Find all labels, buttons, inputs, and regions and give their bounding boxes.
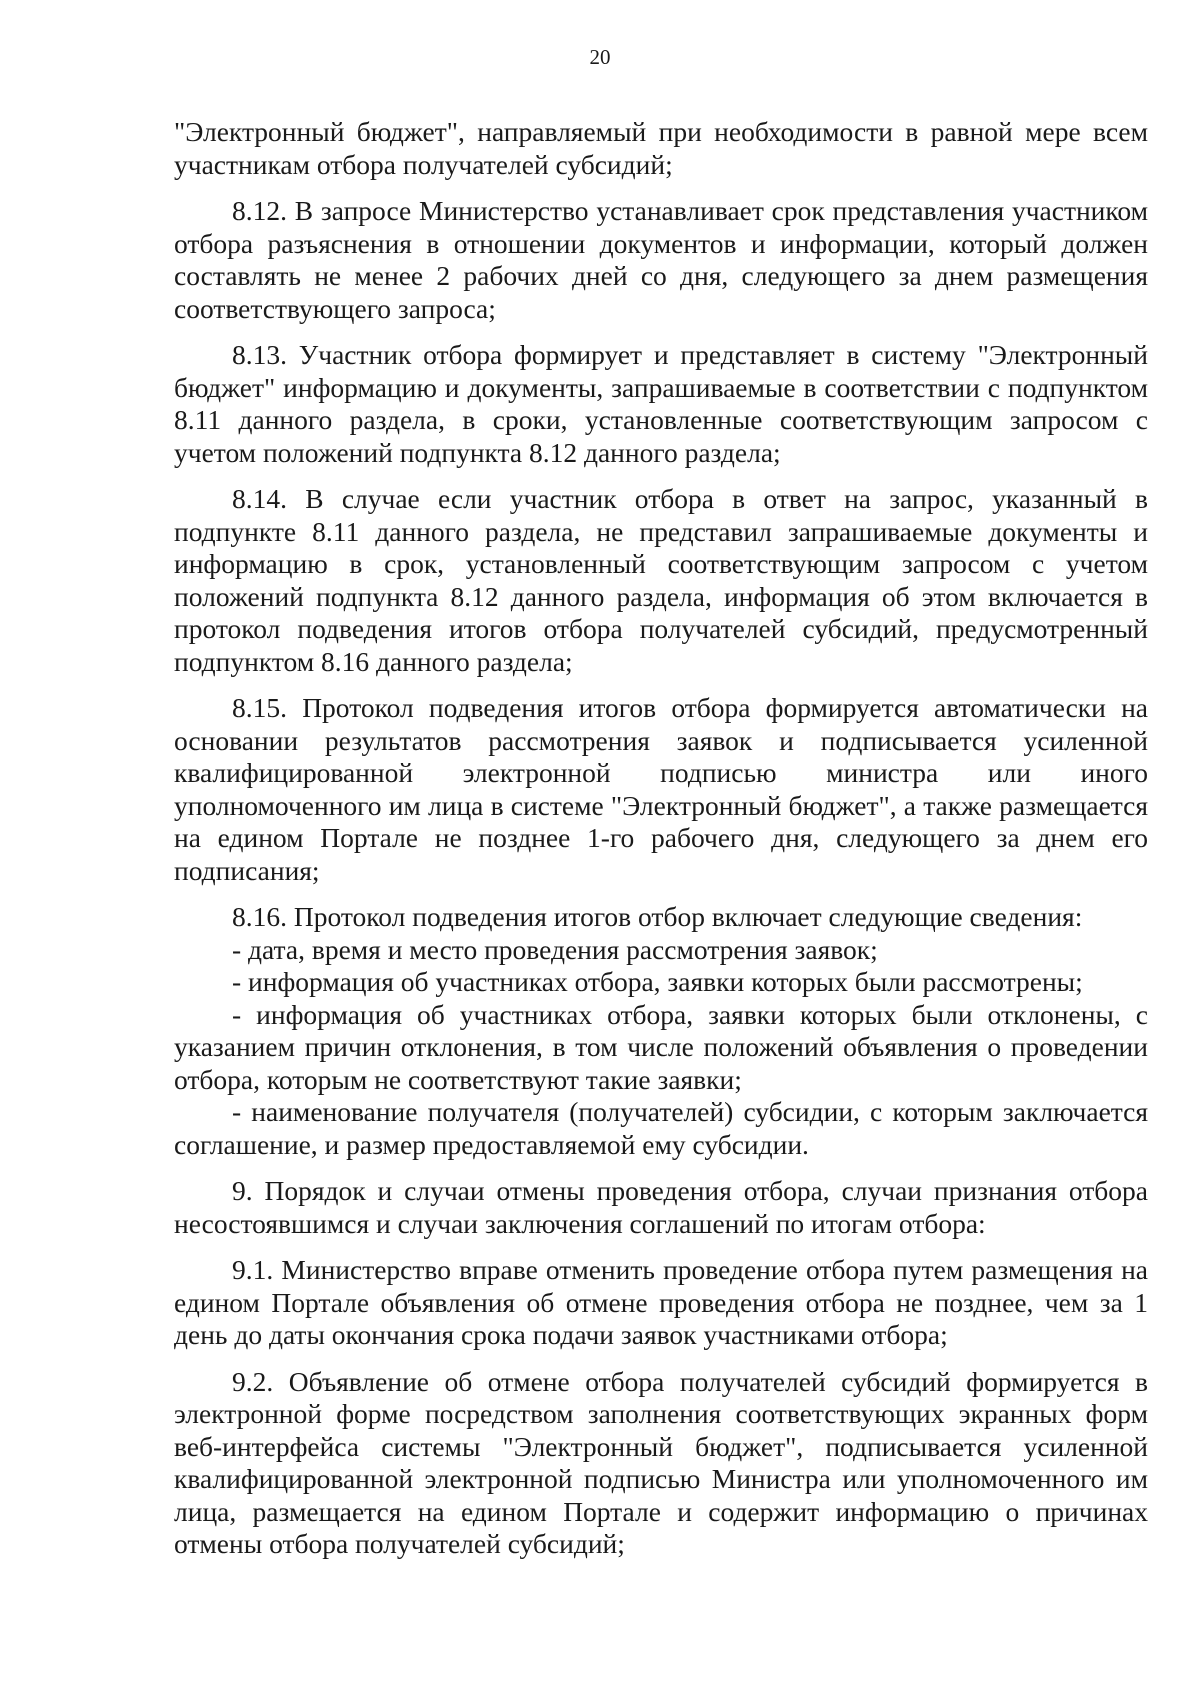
page-number: 20 [589, 45, 611, 69]
paragraph-8-15: 8.15. Протокол подведения итогов отбора формируется автоматически на основании результатов рассмотрения заявок и подписывается усиленной квалифицированной электронной подписью министра или иного уполномоченного им лица в системе "Электронный бюджет", а также размещается на едином Портале не позднее 1-го рабочего дня, следующего за днем его подписания; [174, 692, 1148, 886]
paragraph-9-2: 9.2. Объявление об отмене отбора получателей субсидий формируется в электронной форме посредством заполнения соответствующих экранных форм веб-интерфейса системы "Электронный бюджет", подписывается усиленной квалифицированной электронной подписью Министра или уполномоченного им лица, размещается на едином Портале и содержит информацию о причинах отмены отбора получателей субсидий; [174, 1365, 1148, 1559]
list-item: - информация об участниках отбора, заявки которых были рассмотрены; [232, 966, 1083, 997]
document-body [174, 116, 1148, 1561]
paragraph-8-16: 8.16. Протокол подведения итогов отбор включает следующие сведения: [232, 901, 1083, 932]
paragraph-9: 9. Порядок и случаи отмены проведения отбора, случаи признания отбора несостоявшимся и случаи заключения соглашений по итогам отбора: [174, 1175, 1148, 1239]
paragraph-8-13: 8.13. Участник отбора формирует и представляет в систему "Электронный бюджет" информацию и документы, запрашиваемые в соответствии с подпунктом 8.11 данного раздела, в сроки, установленные соответствующим запросом с учетом положений подпункта 8.12 данного раздела; [174, 339, 1148, 468]
list-item: - наименование получателя (получателей) субсидии, с которым заключается соглашение, и размер предоставляемой ему субсидии. [174, 1096, 1148, 1160]
list-item: - информация об участниках отбора, заявки которых были отклонены, с указанием причин отклонения, в том числе положений объявления о проведении отбора, которым не соответствуют такие заявки; [174, 998, 1148, 1095]
list-item: - дата, время и место проведения рассмотрения заявок; [232, 933, 878, 965]
paragraph-9-1: 9.1. Министерство вправе отменить проведение отбора путем размещения на едином Портале объявления об отмене проведения отбора не позднее, чем за 1 день до даты окончания срока подачи заявок участниками отбора; [174, 1254, 1148, 1350]
paragraph-continuation: "Электронный бюджет", направляемый при необходимости в равной мере всем участникам отбора получателей субсидий; [174, 116, 1148, 180]
paragraph-8-14: 8.14. В случае если участник отбора в ответ на запрос, указанный в подпункте 8.11 данного раздела, не представил запрашиваемые документы и информацию в срок, установленный соответствующим запросом с учетом положений подпункта 8.12 данного раздела, информация об этом включается в протокол подведения итогов отбора получателей субсидий, предусмотренный подпунктом 8.16 данного раздела; [174, 483, 1148, 677]
paragraph-8-12: 8.12. В запросе Министерство устанавливает срок представления участником отбора разъяснения в отношении документов и информации, который должен составлять не менее 2 рабочих дней со дня, следующего за днем размещения соответствующего запроса; [174, 195, 1148, 324]
